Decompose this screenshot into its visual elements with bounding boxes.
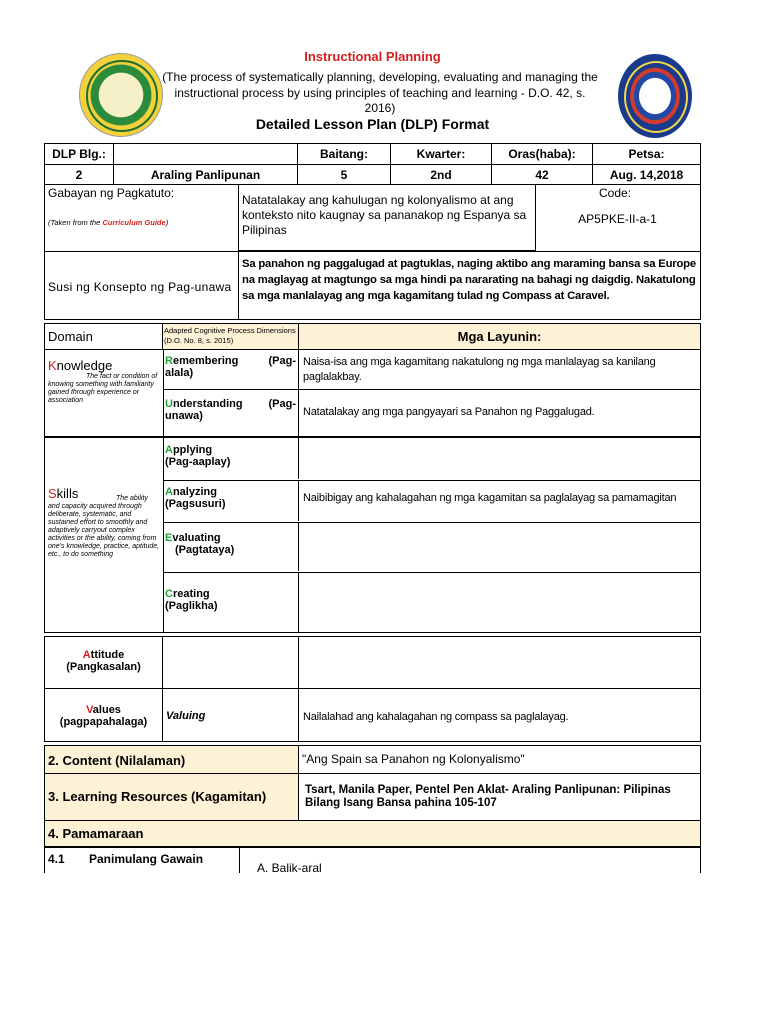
value-baitang: 5	[298, 165, 391, 185]
attitude-values-block	[44, 636, 701, 742]
creating-row	[163, 572, 700, 632]
domain-label: Domain	[45, 324, 163, 350]
gabayan-note-suffix: )	[165, 218, 169, 227]
creating-sub: (Paglikha)	[165, 600, 218, 612]
analyzing-word	[165, 486, 296, 498]
info-table	[44, 143, 701, 185]
knowledge-title	[45, 358, 163, 373]
evaluating-initial: E	[165, 532, 173, 544]
header-subtitle-1: (The process of systematically planning, developing, evaluating and managing the	[162, 70, 598, 84]
attitude-initial: A	[82, 649, 91, 661]
applying-row	[163, 438, 700, 481]
understanding-cell	[163, 390, 299, 436]
gabayan-note-prefix: (Taken from the	[48, 218, 103, 227]
gabayan-text: Natatalakay ang kahulugan ng kolonyalismo at ang konteksto nito kaugnay sa pananakop ng Espanya sa Pilipinas	[238, 185, 536, 251]
understanding-initial: U	[165, 398, 173, 410]
remembering-sub: alala)	[165, 367, 194, 379]
susi-text: Sa panahon ng paggalugad at pagtuklas, naging aktibo ang maraming bansa sa Europe na maglayag at magtungo sa mga hindi pa nararating na bahagi ng daigdig. Nakatulong sa mga manlalayag ang mga kagamitang tulad ng Compass at Caravel.	[242, 258, 696, 302]
code-cell	[535, 185, 701, 251]
analyzing-cell	[163, 480, 299, 521]
skills-word: kills	[56, 486, 79, 501]
header-title: Instructional Planning	[304, 49, 441, 64]
attitude-rest: ttitude	[90, 649, 125, 661]
label-petsa: Petsa:	[593, 144, 701, 165]
analyzing-objective: Naibibigay ang kahalagahan ng mga kagamitan sa paglalayag sa pamamagitan	[303, 492, 677, 504]
remembering-rest: emembering	[172, 355, 239, 367]
panimula-label: Panimulang Gawain	[89, 852, 204, 866]
evaluating-cell	[163, 522, 299, 571]
code-label: Code:	[599, 186, 632, 200]
gabayan-note	[45, 218, 240, 227]
header-subtitle-2: instructional process by using principles of teaching and learning - D.O. 42, s. 2016)	[174, 86, 586, 115]
code-value: AP5PKE-II-a-1	[578, 212, 657, 226]
mga-layunin-header: Mga Layunin:	[299, 324, 700, 350]
label-blank	[114, 144, 298, 165]
applying-word	[165, 444, 296, 456]
applying-cell	[163, 438, 299, 479]
skills-desc: The ability and capacity acquired through deliberate, systematic, and sustained effort to smoothly and adaptively carryout complex activities or the ability, coming from one's knowledge, practice, aptitude, etc., to do something	[48, 495, 160, 558]
understanding-objective: Natatalakay ang mga pangyayari sa Panahon ng Paggalugad.	[303, 406, 595, 418]
dlp-title: Detailed Lesson Plan (DLP) Format	[255, 116, 490, 132]
remembering-initial: R	[165, 355, 173, 367]
knowledge-word: nowledge	[56, 358, 113, 373]
value-dlp-blg: 2	[45, 165, 114, 185]
values-word	[45, 704, 162, 716]
skills-block	[44, 437, 701, 633]
resources-label: 3. Learning Resources (Kagamitan)	[45, 774, 299, 821]
label-oras: Oras(haba):	[492, 144, 593, 165]
evaluating-row	[163, 522, 700, 573]
remembering-cell	[163, 350, 299, 390]
creating-cell	[163, 572, 299, 632]
divider	[299, 389, 700, 390]
values-rest: alues	[92, 704, 121, 716]
panimula-number: 4.1	[48, 852, 65, 866]
knowledge-cell	[45, 350, 164, 436]
kagawaran-ng-edukasyon-seal-logo	[618, 54, 692, 138]
skills-initial: S	[48, 486, 57, 501]
knowledge-initial: K	[48, 358, 57, 373]
evaluating-word	[165, 532, 296, 544]
analyzing-sub: (Pagsusuri)	[165, 498, 226, 510]
attitude-word	[45, 649, 162, 661]
values-objective: Nailalahad ang kahalagahan ng compass sa paglalayag.	[303, 711, 569, 723]
analyzing-row	[163, 480, 700, 523]
understanding-rest: nderstanding	[172, 398, 243, 410]
curriculum-guide-link: Curriculum Guide	[102, 218, 166, 227]
analyzing-initial: A	[165, 486, 173, 498]
label-kwarter: Kwarter:	[391, 144, 492, 165]
value-subject: Araling Panlipunan	[114, 165, 298, 185]
remembering-tag: (Pag-	[268, 355, 296, 367]
valuing-label: Valuing	[163, 689, 299, 741]
values-initial: V	[86, 704, 93, 716]
susi-label: Susi ng Konsepto ng Pag-unawa	[45, 252, 239, 319]
content-value: "Ang Spain sa Panahon ng Kolonyalismo"	[299, 746, 700, 774]
resources-value: Tsart, Manila Paper, Pentel Pen Aklat- Araling Panlipunan: Pilipinas Bilang Isang Bansa pahina 105-107	[299, 774, 700, 821]
gabayan-label: Gabayan ng Pagkatuto:	[48, 186, 175, 200]
deped-seal-left-logo	[79, 53, 163, 137]
divider	[239, 848, 240, 873]
creating-initial: C	[165, 588, 173, 600]
skills-cell	[45, 438, 164, 632]
value-kwarter: 2nd	[391, 165, 492, 185]
evaluating-sub: (Pagtataya)	[175, 544, 235, 556]
remembering-word	[165, 355, 238, 367]
attitude-dimension	[163, 637, 299, 689]
evaluating-rest: valuating	[172, 532, 221, 544]
divider	[299, 688, 700, 689]
applying-sub: (Pag-aaplay)	[165, 456, 231, 468]
values-sub: (pagpapahalaga)	[59, 716, 148, 728]
value-petsa: Aug. 14,2018	[593, 165, 701, 185]
applying-initial: A	[165, 444, 173, 456]
analyzing-rest: nalyzing	[172, 486, 217, 498]
creating-word	[165, 588, 296, 600]
attitude-sub: (Pangkasalan)	[66, 661, 141, 673]
understanding-tag: (Pag-	[268, 398, 296, 410]
understanding-word	[165, 398, 243, 410]
pamamaraan-label: 4. Pamamaraan	[45, 821, 700, 846]
content-label: 2. Content (Nilalaman)	[45, 746, 299, 774]
panimula-row	[44, 847, 701, 873]
gabayan-label-cell	[44, 185, 240, 251]
content-block	[44, 745, 701, 847]
creating-rest: reating	[172, 588, 210, 600]
knowledge-desc: The fact or condition of knowing something with familiarity gained through experience or association	[48, 373, 158, 404]
susi-row	[44, 251, 701, 320]
adapted-cognitive-label: Adapted Cognitive Process Dimensions (D.O. No. 8, s. 2015)	[163, 324, 299, 350]
remembering-objective: Naisa-isa ang mga kagamitang nakatulong ng mga manlalayag sa kanilang paglalakbay.	[303, 356, 656, 383]
label-dlp-blg: DLP Blg.:	[45, 144, 114, 165]
knowledge-block	[44, 323, 701, 437]
values-cell	[45, 689, 163, 741]
applying-rest: pplying	[172, 444, 213, 456]
label-baitang: Baitang:	[298, 144, 391, 165]
value-oras: 42	[492, 165, 593, 185]
understanding-sub: unawa)	[165, 410, 203, 422]
attitude-cell	[45, 637, 163, 689]
balik-aral: A. Balik-aral	[257, 861, 322, 875]
